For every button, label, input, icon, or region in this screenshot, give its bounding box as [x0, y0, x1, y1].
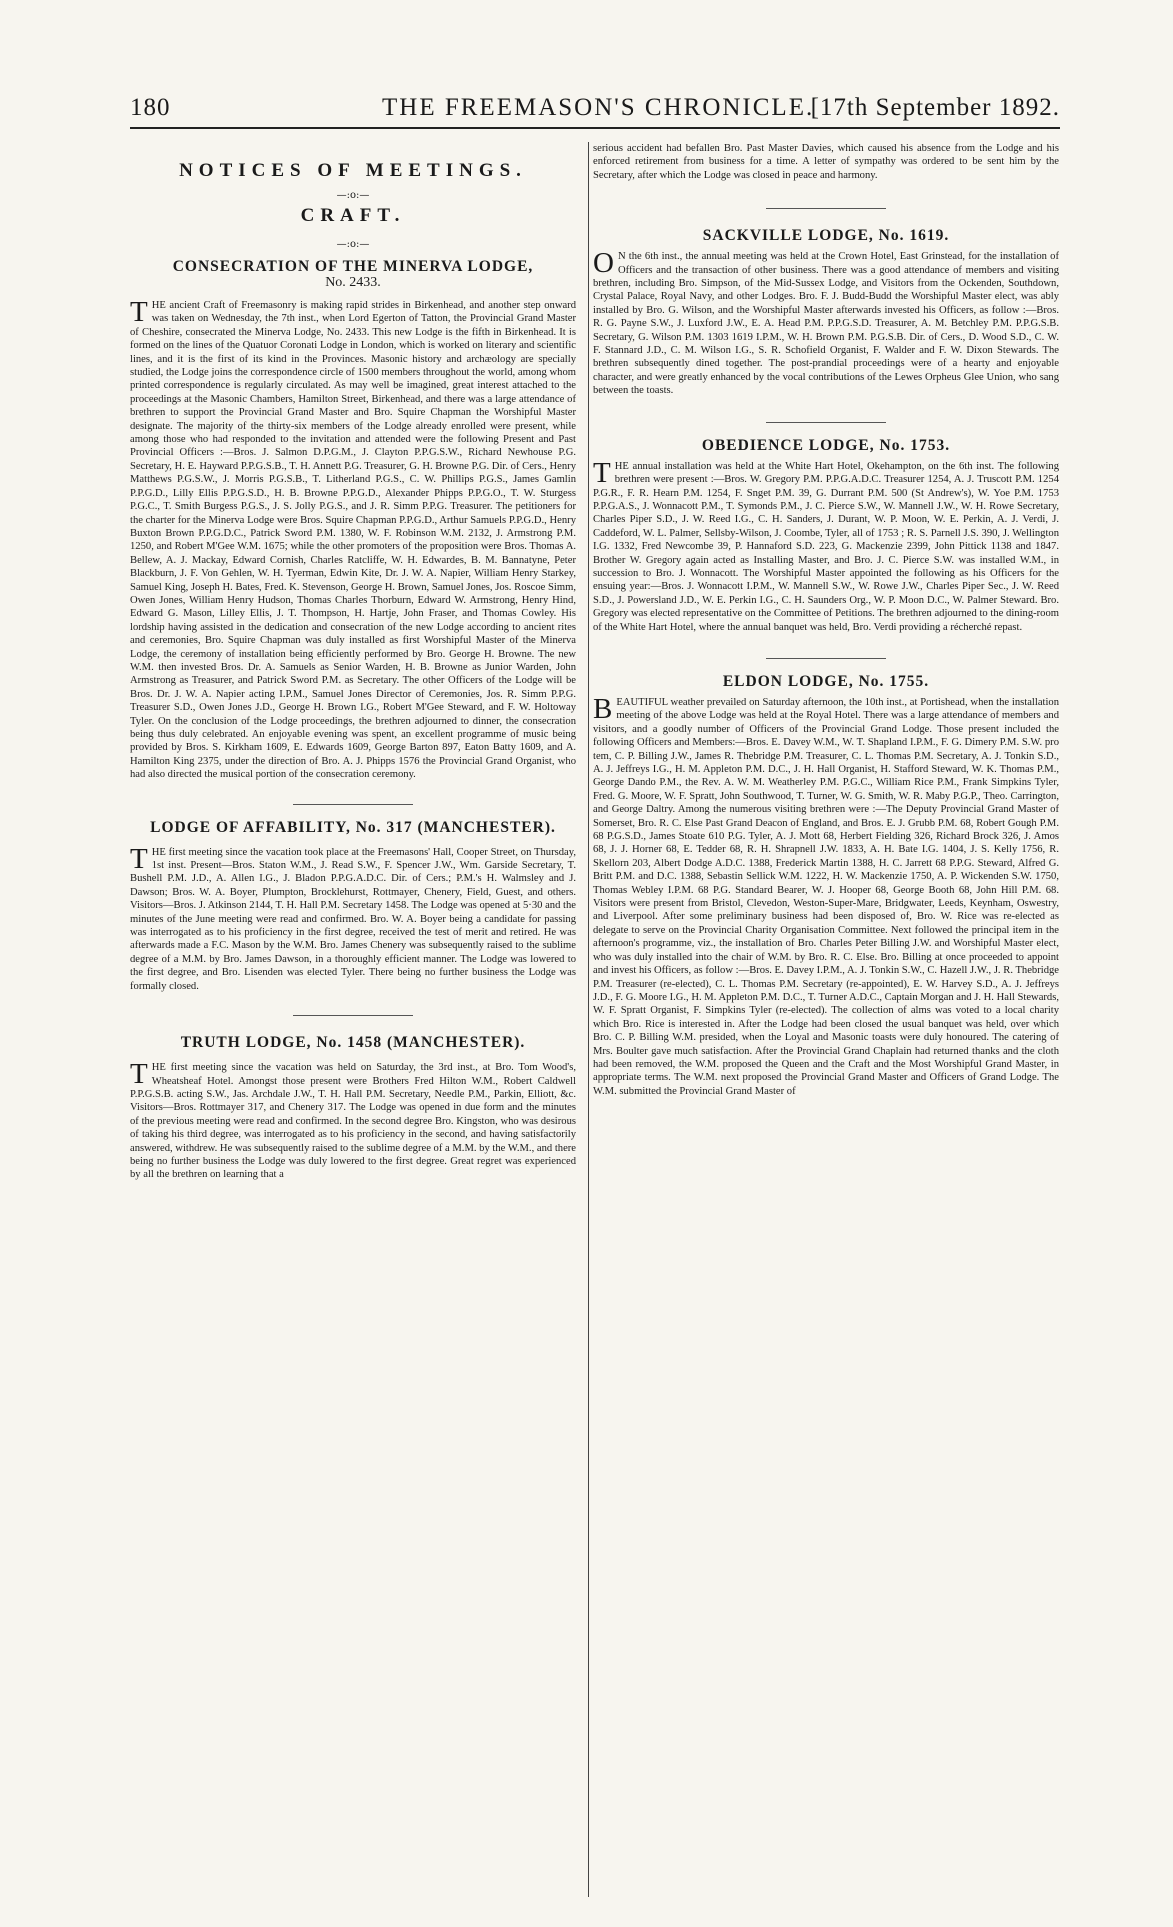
article-minerva: [130, 258, 576, 782]
article-title: LODGE OF AFFABILITY, No. 317 (MANCHESTER).: [150, 818, 556, 836]
article-title: ELDON LODGE, No. 1755.: [722, 672, 930, 690]
article-title: OBEDIENCE LODGE, No. 1753.: [701, 436, 951, 454]
article-body: [130, 296, 576, 782]
section-rule: [766, 658, 886, 659]
left-column: [130, 142, 576, 1902]
article-truth: [130, 1034, 576, 1182]
separator: —:o:—: [336, 239, 370, 250]
article-text: HE ancient Craft of Freemasonry is making rapid strides in Birkenhead, and another step onward was taken on Wednesday, the 7th inst., when Lord Egerton of Tatton, the Provincial Grand Master of Cheshire, consecrated the Minerva Lodge, No. 2433. This new Lodge is the fifth in Birkenhead. It is formed on the lines of the Quatuor Coronati Lodge in London, which is worked on literary and scientific lines, and it is the first of its kind in the Provinces. Masonic history and archæology are specially studied, the Lodge joins the correspondence circle of 1500 members throughout the world, among whom printed correspondence is regularly circulated. As may well be imagined, great interest attached to the proceedings at the Masonic Chambers, Hamilton Street, Birkenhead, and there was a large attendance of brethren to support the Provincial Grand Master and Bro. Squire Chapman the Worshipful Master designate. The majority of the thirty-six members of the Lodge already enrolled were present, while among those who had responded to the invitation and attended were the following Present and Past Provincial Officers :—Bros. J. Salmon D.P.G.M., J. Clayton P.P.G.S.W., Richard Newhouse P.G. Secretary, H. E. Hayward P.P.G.S.B., T. H. Annett P.G. Treasurer, G. H. Browne P.G. Dir. of Cers., Henry Matthews P.G.S.W., J. Morris P.G.S.B., T. Litherland P.G.S., C. W. Phillips P.G.S., James Gamlin P.P.G.D., Lilly Ellis P.P.G.S.D., H. B. Browne P.P.G.D., Alexander Phipps P.P.G.O., T. W. Sturgess P.G.C., T. Smith Burgess P.G.S., J. S. Jolly P.G.S., and J. R. Simm P.P.G. Treasurer. The petitioners for the charter for the Minerva Lodge were Bros. Squire Chapman P.P.G.D., Arthur Samuels P.P.G.D., Henry Buxton Brown P.P.G.D.C., Patrick Sword P.M. 1380, W. F. Robinson W.M. 2132, J. Armstrong P.M. 1250, and Robert M'Gee W.M. 1675; while the other promoters of the proposition were Bros. Thomas A. Bellew, A. J. Mackay, Edward Cornish, Charles Ratcliffe, W. H. Edwardes, B. M. Bannatyne, Peter Blackburn, J. F. Von Gehlen, W. H. Tyerman, Edwin Kite, Dr. J. W. A. Napier, William Henry Starkey, Samuel King, Joseph H. Bates, Fred. K. Stevenson, George H. Brown, Samuel Jones, Jos. Roscoe Simm, Owen Jones, William Henry Hudson, Thomas Charles Thorburn, Edward W. Armstrong, Henry Hind, Edward G. Mason, Lilley Ellis, J. T. Thompson, H. Hartje, John Fraser, and Thomas Cowley. His lordship having assisted in the dedication and consecration of the new Lodge according to ancient rites and ceremonies, Bro. Squire Chapman was duly installed as first Worshipful Master of the Minerva Lodge, the ceremony of installation being efficiently performed by Bro. George H. Browne. The new W.M. then invested Bros. Dr. A. Samuels as Senior Warden, H. B. Browne as Junior Warden, John Armstrong as Treasurer, and Patrick Sword P.M. as Secretary. The other Officers of the Lodge will be Bros. Dr. J. W. A. Napier acting I.P.M., Samuel Jones Director of Ceremonies, Jos. R. Simm P.P.G. Treasurer S.D., Owen Jones J.D., George H. Brown I.G., Robert M'Gee Steward, and F. W. Holtoway Tyler. On the conclusion of the Lodge proceedings, the brethren adjourned to dinner, the consecration being thus duly celebrated. An enjoyable evening was spent, an excellent programme of music being provided by Bros. S. Kirkham 1609, E. Edwards 1609, George Barton 897, Eaton Batty 1609, and A. Hamilton King 2375, under the direction of Bro. A. J. Phipps 1576 the Provincial Grand Organist, who had also directed the musical portion of the consecration ceremony.: [130, 300, 576, 781]
article-continuation: serious accident had befallen Bro. Past Master Davies, which caused his absence from the Lodge and his enforced retirement from business for a time. A letter of sympathy was ordered to be sent him by the Secretary, after which the Lodge was closed in peace and harmony.: [593, 143, 1059, 181]
separator: —:o:—: [336, 190, 370, 201]
article-text: HE first meeting since the vacation took place at the Freemasons' Hall, Cooper Street, on Thursday, 1st inst. Present—Bros. Staton W.M., J. Read S.W., F. Spencer J.W., Wm. Garside Secretary, T. Bushell P.M. J.D., A. Allen I.G., J. Bladon P.P.G.A.D.C. Dir. of Cers.; P.M.'s H. Walmsley and J. Dawson; Bros. W. A. Boyer, Plumpton, Brocklehurst, Rottmayer, Chenery, Field, Guest, and others. Visitors—Bros. J. Atkinson 2144, T. H. Hall P.M. Secretary 1458. The Lodge was opened at 5·30 and the minutes of the June meeting were read and confirmed. Bro. W. A. Boyer being a candidate for passing was interrogated as to his proficiency in the first degree, received the test of merit and retired. He was afterwards made a F.C. Mason by the W.M. Bro. James Chenery was subsequently raised to the sublime degree of a M.M. by Bro. James Dawson, in a thoroughly efficient manner. The Lodge was lowered to the first degree, and Bro. Lisenden was elected Tyler. There being no further business the Lodge was formally closed.: [130, 846, 576, 992]
craft-heading: CRAFT.: [300, 205, 406, 226]
article-sackville: [593, 227, 1059, 397]
section-rule: [293, 804, 413, 805]
article-title: SACKVILLE LODGE, No. 1619.: [702, 227, 950, 245]
article-text: EAUTIFUL weather prevailed on Saturday afternoon, the 10th inst., at Portishead, when the installation meeting of the above Lodge was held at the Royal Hotel. There was a large attendance of members and visitors, and a goodly number of Officers of the Provincial Grand Lodge. Those present included the following Officers and Members:—Bros. E. Davey W.M., W. T. Shapland I.P.M., F. G. Dimery P.M. S.W. pro tem, C. P. Billing J.W., James R. Thebridge P.M. Treasurer, C. L. Thomas P.M. Secretary, A. J. Tonkin S.D., A. J. Jeffreys I.G., H. M. Appleton P.M. D.C., J. H. Hall Organist, H. Stafford Steward, W. K. Thomas P.M., George Dando P.M., the Rev. A. W. M. Weatherley P.M. P.G.C., William Rice P.M., Frank Simpkins Tyler, Fred. G. Moore, W. F. Spratt, John Southwood, T. Turner, W. G. Smith, W. R. Maby P.G.P., Theo. Carrington, and George Daltry. Among the numerous visiting brethren were :—The Deputy Provincial Grand Master of Somerset, Bro. R. C. Else Past Grand Deacon of England, and Bros. E. J. Grubb P.M. 68, Robert Gough P.M. 68 P.G.S.D., James Stoate 610 P.G. Tyler, A. J. Mott 68, Herbert Fielding 326, Richard Brock 326, J. Amos 68, J. J. Horner 68, E. Tedder 68, R. H. Shrapnell J.W. 1833, A. H. Bate I.G. 1404, J. S. Kelly 1756, R. Skellorn 203, Albert Dodge A.D.C. 1388, Frederick Martin 1388, H. C. Jarrett 68 P.P.G. Steward, Alfred G. Britt P.M. and D.C. 1388, Sebastin Sellick W.M. 1222, H. W. Mackenzie 1750, A. P. Wickenden S.W. 1750, Thomas Webley I.P.M. 68 P.G. Standard Bearer, W. J. Hooper 68, George Booth 68, John Hill P.M. 68. Visitors were present from Bristol, Clevedon, Weston-Super-Mare, Bridgwater, Leeds, Keynham, Oswestry, and Liverpool. After some preliminary business had been disposed of, Bro. W. Rice was re-elected as delegate to serve on the Provincial Charity Organisation Committee. Next followed the principal item in the afternoon's programme, viz., the installation of Bro. Charles Peter Billing J.W. and Worshipful Master elect, who was duly installed into the chair of W.M. by Bro. R. C. Else. Bro. Billing at once proceeded to appoint and invest his Officers, as follow :—Bros. E. Davey I.P.M., A. J. Tonkin S.W., C. Hazell J.W., J. R. Thebridge P.M. Treasurer (re-elected), C. L. Thomas P.M. Secretary (re-appointed), E. W. Harvey S.D., A. J. Jeffreys J.D., F. G. Moore I.G., H. M. Appleton P.M. D.C., T. Turner A.D.C., Captain Morgan and J. H. Hall Stewards, W. F. Spratt Organist, F. Simpkins Tyler (re-elected). The collection of alms was voted to a local charity which Bro. Rice is interested in. After the Lodge had been closed the usual banquet was held, over which Bro. C. P. Billing W.M. presided, when the Loyal and Masonic toasts were duly honoured. The catering of Mrs. Boulter gave much satisfaction. After the Provincial Grand Chaplain had returned thanks and the cloth had been removed, the W.M. proposed the Queen and the Craft and the Most Worshipful Grand Master, in appropriate terms. The W.M. next proposed the Provincial Grand Master and Officers of Grand Lodge. The W.M. submitted the Provincial Grand Master of: [593, 696, 1059, 1097]
article-text: HE annual installation was held at the White Hart Hotel, Okehampton, on the 6th inst. The following brethren were present :—Bros. W. Gregory P.M. P.P.G.A.D.C. Treasurer 1254, A. J. Truscott P.M. 1254 P.G.R., F. R. Hearn P.M. 1254, F. Snget P.M. 39, G. Durrant P.M. 500 (St Andrew's), W. Yoe P.M. 1753 P.P.G.A.S., J. Wonnacott P.M., T. Symonds P.M., J. C. Pierce S.W., W. Mannell J.W., W. H. Rowe Secretary, Charles Piper S.D., J. W. Reed I.G., C. H. Sanders, J. Durant, W. P. Moon, W. E. Perkin, A. J. Verdi, J. Caddeford, W. L. Palmer, Sellsby-Wilson, J. Coombe, Tyler, all of 1753 ; R. S. Parnell J.S. 390, J. Wellington I.G. 1332, Fred Newcombe 39, P. Hannaford S.D. 223, G. Mackenzie 2399, John Pittick 1138 and 1847. Brother W. Gregory again acted as Installing Master, and Bro. J. C. Pierce S.W. was installed W.M., in succession to Bro. J. Wonnacott. The Worshipful Master appointed the following as his Officers for the ensuing year:—Bros. J. Wonnacott I.P.M., W. Mannell S.W., W. Rowe J.W., Charles Piper Sec., J. W. Reed S.D., J. Powersland J.D., W. E. Perkin I.G., C. H. Saunders Org., W. P. Moon D.C., W. Palmer Steward. Bro. Gregory was elected representative on the Committee of Petitions. The brethren adjourned to the dining-room of the White Hart Hotel, where the annual banquet was held, Bro. Verdi providing a récherché repast.: [593, 460, 1059, 633]
drop-cap: B: [593, 692, 613, 725]
section-rule: [766, 208, 886, 209]
section-rule: [293, 1015, 413, 1016]
article-body: [593, 247, 1059, 397]
article-body: [593, 456, 1059, 634]
article-title: TRUTH LODGE, No. 1458 (MANCHESTER).: [180, 1034, 526, 1052]
right-column: [593, 142, 1059, 1902]
drop-cap: T: [130, 1058, 148, 1091]
drop-cap: T: [130, 842, 148, 875]
article-title: CONSECRATION OF THE MINERVA LODGE,: [172, 258, 534, 275]
article-eldon: [593, 673, 1059, 1098]
article-body: [593, 692, 1059, 1098]
drop-cap: O: [593, 247, 614, 280]
article-body: [130, 842, 576, 993]
drop-cap: T: [593, 456, 611, 489]
section-rule: [766, 422, 886, 423]
article-text: N the 6th inst., the annual meeting was held at the Crown Hotel, East Grinstead, for the installation of Officers and the transaction of other business. There was a good attendance of members and visiting brethren, including Bro. Simpson, of the Mid-Sussex Lodge, and Visitors from the Ockenden, Southdown, Crystal Palace, Royal Navy, and other Lodges. Bro. F. J. Budd-Budd the Worshipful Master elect, was ably installed by Bro. G. Wilson, and the Worshipful Master afterwards invested his Officers, as follow :—Bros. R. G. Payne S.W., J. Luxford J.W., E. A. Head P.M. P.P.G.S.D. Treasurer, A. M. Betchley P.M. P.P.G.S.B. Secretary, G. Wilson P.M. 1303 1619 I.P.M., W. H. Brown P.M. P.G.S.B. Dir. of Cers., D. Wood S.D., C. W. F. Stannard J.D., C. M. Wilson I.G., S. R. Schofield Organist, F. Walder and F. W. Dixon Stewards. The brethren subsequently dined together. The post-prandial proceedings were of a hearty and enjoyable character, and were greatly enhanced by the vocal contributions of the Lewes Orpheus Glee Union, who sang between the toasts.: [593, 251, 1059, 397]
article-body: [130, 1058, 576, 1182]
page-number: 180: [130, 94, 171, 121]
section-heading: NOTICES OF MEETINGS.: [179, 160, 527, 181]
article-affability: [130, 819, 576, 993]
header-rule: [130, 127, 1060, 129]
publication-title: THE FREEMASON'S CHRONICLE.: [382, 94, 815, 121]
article-obedience: [593, 437, 1059, 634]
page-header: [130, 94, 1060, 126]
article-text: HE first meeting since the vacation was held on Saturday, the 3rd inst., at Bro. Tom Wood's, Wheatsheaf Hotel. Amongst those present were Brothers Fred Hilton W.M., Robert Caldwell P.P.G.S.B. acting S.W., Jas. Archdale J.W., T. H. Hall P.M. Secretary, Needle P.M., Parkin, Elliott, &c. Visitors—Bros. Rottmayer 317, and Chenery 317. The Lodge was opened in due form and the minutes of the previous meeting were read and confirmed. In the second degree Bro. Kingston, who was desirous of taking his third degree, was interrogated as to his proficiency in the second, and having satisfactorily answered, withdrew. He was subsequently raised to the sublime degree of a M.M. by the W.M., and there being no further business the Lodge was duly lowered to the first degree. Great regret was experienced by all the brethren on learning that a: [130, 1062, 576, 1181]
article-subtitle: No. 2433.: [325, 275, 381, 290]
drop-cap: T: [130, 296, 148, 328]
issue-date: [17th September 1892.: [810, 94, 1060, 121]
column-divider: [588, 142, 589, 1897]
